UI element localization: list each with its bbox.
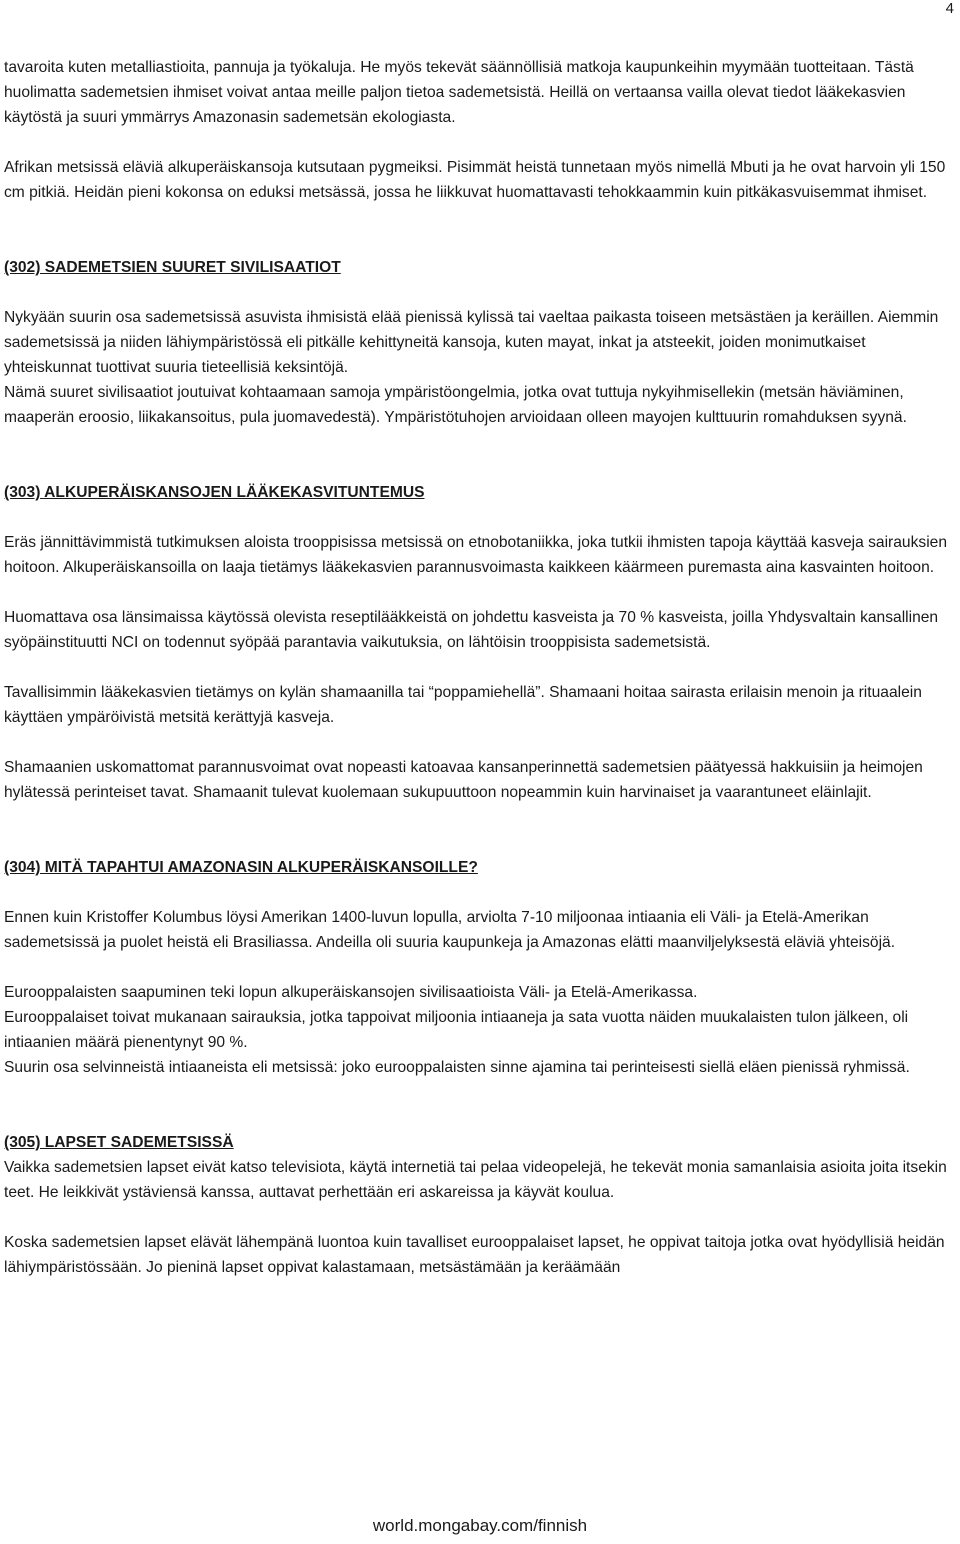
intro-block [4, 55, 952, 205]
paragraph: Koska sademetsien lapset elävät lähempänä luontoa kuin tavalliset eurooppalaiset lapset, he oppivat taitoja jotka ovat hyödyllisiä heidän lähiympäristössään. Jo pieninä lapset oppivat kalastamaan, metsästämään ja keräämään [4, 1234, 945, 1276]
section-body [4, 1155, 952, 1280]
section-heading: (303) ALKUPERÄISKANSOJEN LÄÄKEKASVITUNTEMUS [4, 484, 425, 501]
section-heading: (305) LAPSET SADEMETSISSÄ [4, 1134, 234, 1151]
section-body [4, 305, 952, 430]
intro-paragraph: Afrikan metsissä eläviä alkuperäiskansoja kutsutaan pygmeiksi. Pisimmät heistä tunnetaan myös nimellä Mbuti ja he ovat harvoin yli 150 cm pitkiä. Heidän pieni kokonsa on eduksi metsässä, jossa he liikkuvat huomattavasti tehokkaammin kuin pitkäkasvuisemmat ihmiset. [4, 159, 946, 201]
paragraph: Tavallisimmin lääkekasvien tietämys on kylän shamaanilla tai “poppamiehellä”. Shamaani hoitaa sairasta erilaisin menoin ja rituaalein käyttäen ympäröivistä metsitä kerättyjä kasveja. [4, 684, 922, 726]
paragraph: Eurooppalaiset toivat mukanaan sairauksia, jotka tappoivat miljoonia intiaaneja ja sata vuotta näiden muukalaisten tulon jälkeen, oli intiaanien määrä pienentynyt 90 %. [4, 1009, 909, 1051]
section-303 [4, 480, 952, 805]
section-body [4, 530, 952, 805]
section-heading: (302) SADEMETSIEN SUURET SIVILISAATIOT [4, 259, 341, 276]
section-304 [4, 855, 952, 1080]
paragraph: Eurooppalaisten saapuminen teki lopun alkuperäiskansojen sivilisaatioista Väli- ja Etelä-Amerikassa. [4, 984, 698, 1001]
paragraph: Suurin osa selvinneistä intiaaneista eli metsissä: joko eurooppalaisten sinne ajamina tai perinteisesti siellä eläen pienissä ryhmissä. [4, 1059, 910, 1076]
section-heading: (304) MITÄ TAPAHTUI AMAZONASIN ALKUPERÄISKANSOILLE? [4, 859, 478, 876]
document-body [4, 55, 952, 1280]
paragraph: Huomattava osa länsimaissa käytössä olevista reseptilääkkeistä on johdettu kasveista ja 70 % kasveista, joilla Yhdysvaltain kansallinen syöpäinstituutti NCI on todennut syöpää parantavia vaikutuksia, on lähtöisin trooppisista sademetsistä. [4, 609, 939, 651]
paragraph: Eräs jännittävimmistä tutkimuksen aloista trooppisissa metsissä on etnobotaniikka, joka tutkii ihmisten tapoja käyttää kasveja sairauksien hoitoon. Alkuperäiskansoilla on laaja tietämys lääkekasvien parannusvoimasta kaikkeen käärmeen puremasta aina kasvainten hoitoon. [4, 534, 948, 576]
page-number: 4 [945, 0, 954, 17]
paragraph: Vaikka sademetsien lapset eivät katso televisiota, käytä internetiä tai pelaa videopelejä, he tekevät monia samanlaisia asioita joita itsekin teet. He leikkivät ystäviensä kanssa, auttavat perhettään eri askareissa ja käyvät koulua. [4, 1159, 947, 1201]
paragraph: Nykyään suurin osa sademetsissä asuvista ihmisistä elää pienissä kylissä tai vaeltaa paikasta toiseen metsästäen ja keräillen. Aiemmin sademetsissä ja niiden lähiympäristössä eli pitkälle kehittyneitä kansoja, kuten mayat, inkat ja atsteekit, joiden monimutkaiset yhteiskunnat tuottivat suuria tieteellisiä keksintöjä. [4, 309, 939, 376]
paragraph: Shamaanien uskomattomat parannusvoimat ovat nopeasti katoavaa kansanperinnettä sademetsien päätyessä hakkuisiin ja heimojen hylätessä perinteiset tavat. Shamaanit tulevat kuolemaan sukupuuttoon nopeammin kuin harvinaiset ja vaarantuneet eläinlajit. [4, 759, 923, 801]
section-302 [4, 255, 952, 430]
intro-paragraph: tavaroita kuten metalliastioita, pannuja ja työkaluja. He myös tekevät säännöllisiä matkoja kaupunkeihin myymään tuotteitaan. Tästä huolimatta sademetsien ihmiset voivat antaa meille paljon tietoa sademetsistä. Heillä on vertaansa vailla olevat tiedot lääkekasvien käytöstä ja suuri ymmärrys Amazonasin sademetsän ekologiasta. [4, 59, 914, 126]
section-305 [4, 1130, 952, 1280]
paragraph: Nämä suuret sivilisaatiot joutuivat kohtaamaan samoja ympäristöongelmia, jotka ovat tuttuja nykyihmisellekin (metsän häviäminen, maaperän eroosio, liikakansoitus, pula juomavedestä). Ympäristötuhojen arvioidaan olleen mayojen kulttuurin romahduksen syynä. [4, 384, 907, 426]
section-body [4, 905, 952, 1080]
paragraph: Ennen kuin Kristoffer Kolumbus löysi Amerikan 1400-luvun lopulla, arviolta 7-10 miljoonaa intiaania eli Väli- ja Etelä-Amerikan sademetsissä ja puolet heistä eli Brasiliassa. Andeilla oli suuria kaupunkeja ja Amazonas elätti maanviljelyksestä eläviä yhteisöjä. [4, 909, 896, 951]
footer-url: world.mongabay.com/finnish [372, 1516, 588, 1535]
